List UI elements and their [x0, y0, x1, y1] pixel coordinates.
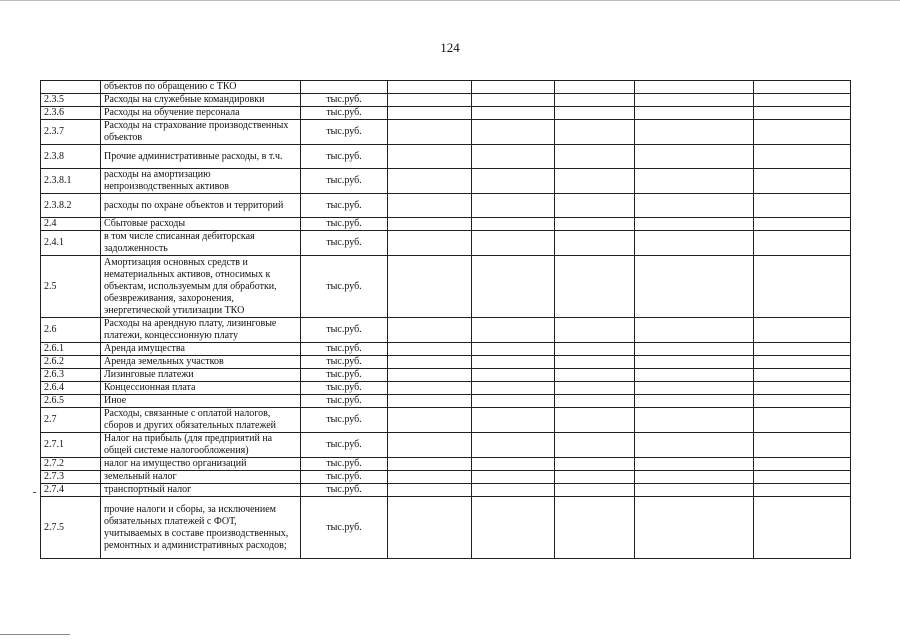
value-cell [388, 458, 472, 471]
value-cell [555, 81, 635, 94]
value-cell [388, 343, 472, 356]
value-cell [635, 382, 754, 395]
table-row [41, 369, 851, 382]
value-cell [472, 484, 555, 497]
value-cell [388, 218, 472, 231]
table-row [41, 107, 851, 120]
value-cell [555, 433, 635, 458]
value-cell [472, 458, 555, 471]
value-cell [472, 256, 555, 318]
value-cell [635, 408, 754, 433]
row-unit: тыс.руб. [301, 145, 388, 169]
value-cell [555, 231, 635, 256]
value-cell [388, 497, 472, 559]
value-cell [472, 497, 555, 559]
row-number: 2.3.5 [41, 94, 101, 107]
value-cell [472, 382, 555, 395]
row-name: Расходы, связанные с оплатой налогов, сборов и других обязательных платежей [101, 408, 301, 433]
table-row [41, 194, 851, 218]
row-name: земельный налог [101, 471, 301, 484]
row-unit: тыс.руб. [301, 256, 388, 318]
row-unit: тыс.руб. [301, 318, 388, 343]
value-cell [388, 94, 472, 107]
value-cell [555, 169, 635, 194]
value-cell [472, 408, 555, 433]
row-name: Иное [101, 395, 301, 408]
value-cell [635, 343, 754, 356]
row-name: Амортизация основных средств и нематериальных активов, относимых к объектам, используемым для обработки, обезвреживания, захоронения, энергетической утилизации ТКО [101, 256, 301, 318]
value-cell [555, 471, 635, 484]
value-cell [635, 497, 754, 559]
value-cell [388, 256, 472, 318]
table-row [41, 343, 851, 356]
value-cell [472, 94, 555, 107]
value-cell [635, 194, 754, 218]
value-cell [555, 408, 635, 433]
table-row [41, 382, 851, 395]
row-unit: тыс.руб. [301, 107, 388, 120]
value-cell [754, 369, 851, 382]
value-cell [472, 369, 555, 382]
value-cell [388, 120, 472, 145]
value-cell [754, 120, 851, 145]
value-cell [388, 231, 472, 256]
page-number: 124 [440, 40, 460, 55]
value-cell [388, 145, 472, 169]
table-row [41, 484, 851, 497]
value-cell [635, 256, 754, 318]
value-cell [388, 408, 472, 433]
row-name: Прочие административные расходы, в т.ч. [101, 145, 301, 169]
value-cell [635, 107, 754, 120]
row-unit [301, 81, 388, 94]
value-cell [635, 471, 754, 484]
value-cell [635, 169, 754, 194]
row-name: объектов по обращению с ТКО [101, 81, 301, 94]
row-number: 2.7.5 [41, 497, 101, 559]
value-cell [555, 318, 635, 343]
value-cell [635, 484, 754, 497]
row-unit: тыс.руб. [301, 218, 388, 231]
value-cell [388, 194, 472, 218]
value-cell [555, 145, 635, 169]
row-number: 2.7.3 [41, 471, 101, 484]
row-unit: тыс.руб. [301, 369, 388, 382]
value-cell [754, 194, 851, 218]
row-name: Расходы на обучение персонала [101, 107, 301, 120]
row-name: транспортный налог [101, 484, 301, 497]
value-cell [754, 484, 851, 497]
row-number: 2.3.6 [41, 107, 101, 120]
row-name: Концессионная плата [101, 382, 301, 395]
row-unit: тыс.руб. [301, 458, 388, 471]
value-cell [555, 107, 635, 120]
row-unit: тыс.руб. [301, 471, 388, 484]
margin-mark [33, 492, 36, 493]
row-name: прочие налоги и сборы, за исключением обязательных платежей с ФОТ, учитываемых в составе производственных, ремонтных и административных расходов; [101, 497, 301, 559]
row-unit: тыс.руб. [301, 484, 388, 497]
value-cell [388, 395, 472, 408]
row-name: расходы по охране объектов и территорий [101, 194, 301, 218]
value-cell [754, 107, 851, 120]
row-unit: тыс.руб. [301, 343, 388, 356]
value-cell [635, 369, 754, 382]
row-unit: тыс.руб. [301, 356, 388, 369]
value-cell [555, 484, 635, 497]
row-number: 2.7.1 [41, 433, 101, 458]
value-cell [472, 218, 555, 231]
row-number: 2.7.4 [41, 484, 101, 497]
row-number: 2.6.3 [41, 369, 101, 382]
value-cell [555, 369, 635, 382]
row-name: Аренда имущества [101, 343, 301, 356]
value-cell [472, 120, 555, 145]
row-unit: тыс.руб. [301, 408, 388, 433]
value-cell [388, 81, 472, 94]
table-row [41, 120, 851, 145]
row-unit: тыс.руб. [301, 497, 388, 559]
value-cell [754, 343, 851, 356]
table-row [41, 145, 851, 169]
row-name: расходы на амортизацию непроизводственных активов [101, 169, 301, 194]
value-cell [472, 81, 555, 94]
row-unit: тыс.руб. [301, 231, 388, 256]
row-number: 2.4.1 [41, 231, 101, 256]
table-row [41, 169, 851, 194]
row-unit: тыс.руб. [301, 94, 388, 107]
value-cell [754, 395, 851, 408]
table-row [41, 458, 851, 471]
value-cell [635, 231, 754, 256]
table-body [41, 81, 851, 559]
row-number: 2.3.8.1 [41, 169, 101, 194]
value-cell [555, 497, 635, 559]
value-cell [388, 356, 472, 369]
row-unit: тыс.руб. [301, 194, 388, 218]
row-name: налог на имущество организаций [101, 458, 301, 471]
value-cell [472, 145, 555, 169]
value-cell [754, 94, 851, 107]
row-number: 2.3.8.2 [41, 194, 101, 218]
row-unit: тыс.руб. [301, 382, 388, 395]
value-cell [555, 356, 635, 369]
table-row [41, 408, 851, 433]
row-name: Расходы на арендную плату, лизинговые платежи, концессионную плату [101, 318, 301, 343]
value-cell [472, 318, 555, 343]
value-cell [555, 94, 635, 107]
table-row [41, 356, 851, 369]
row-name: Лизинговые платежи [101, 369, 301, 382]
row-number: 2.3.8 [41, 145, 101, 169]
value-cell [754, 471, 851, 484]
row-number: 2.6.2 [41, 356, 101, 369]
row-number: 2.4 [41, 218, 101, 231]
value-cell [472, 356, 555, 369]
value-cell [555, 458, 635, 471]
row-number: 2.6.1 [41, 343, 101, 356]
value-cell [555, 194, 635, 218]
row-name: Налог на прибыль (для предприятий на общей системе налогообложения) [101, 433, 301, 458]
value-cell [635, 81, 754, 94]
value-cell [555, 218, 635, 231]
value-cell [754, 231, 851, 256]
value-cell [388, 107, 472, 120]
expense-table [40, 80, 851, 559]
value-cell [472, 169, 555, 194]
value-cell [472, 395, 555, 408]
value-cell [754, 81, 851, 94]
row-unit: тыс.руб. [301, 395, 388, 408]
value-cell [388, 433, 472, 458]
value-cell [754, 356, 851, 369]
row-number: 2.7 [41, 408, 101, 433]
table-row [41, 231, 851, 256]
value-cell [754, 497, 851, 559]
value-cell [754, 408, 851, 433]
value-cell [388, 382, 472, 395]
value-cell [472, 107, 555, 120]
value-cell [754, 382, 851, 395]
table-row [41, 318, 851, 343]
table-row [41, 471, 851, 484]
value-cell [555, 382, 635, 395]
value-cell [555, 395, 635, 408]
value-cell [635, 433, 754, 458]
value-cell [635, 458, 754, 471]
row-name: Сбытовые расходы [101, 218, 301, 231]
value-cell [754, 256, 851, 318]
row-unit: тыс.руб. [301, 169, 388, 194]
table-row [41, 433, 851, 458]
value-cell [635, 356, 754, 369]
value-cell [754, 433, 851, 458]
value-cell [555, 343, 635, 356]
value-cell [635, 145, 754, 169]
value-cell [472, 343, 555, 356]
value-cell [555, 256, 635, 318]
value-cell [388, 484, 472, 497]
value-cell [472, 194, 555, 218]
row-number [41, 81, 101, 94]
value-cell [635, 318, 754, 343]
value-cell [472, 433, 555, 458]
table-row [41, 94, 851, 107]
top-border-line [0, 0, 900, 1]
value-cell [754, 458, 851, 471]
value-cell [472, 231, 555, 256]
table-row [41, 395, 851, 408]
row-number: 2.6 [41, 318, 101, 343]
row-name: в том числе списанная дебиторская задолженность [101, 231, 301, 256]
value-cell [635, 120, 754, 145]
row-name: Расходы на служебные командировки [101, 94, 301, 107]
table-row [41, 81, 851, 94]
row-number: 2.3.7 [41, 120, 101, 145]
row-number: 2.6.5 [41, 395, 101, 408]
value-cell [754, 169, 851, 194]
row-number: 2.7.2 [41, 458, 101, 471]
value-cell [555, 120, 635, 145]
row-unit: тыс.руб. [301, 433, 388, 458]
value-cell [472, 471, 555, 484]
table-row [41, 256, 851, 318]
value-cell [754, 318, 851, 343]
table-row [41, 497, 851, 559]
table-row [41, 218, 851, 231]
row-name: Аренда земельных участков [101, 356, 301, 369]
bottom-scan-line [0, 634, 70, 635]
value-cell [754, 218, 851, 231]
value-cell [388, 369, 472, 382]
value-cell [388, 471, 472, 484]
row-number: 2.6.4 [41, 382, 101, 395]
value-cell [754, 145, 851, 169]
row-number: 2.5 [41, 256, 101, 318]
value-cell [388, 169, 472, 194]
value-cell [635, 395, 754, 408]
value-cell [388, 318, 472, 343]
row-unit: тыс.руб. [301, 120, 388, 145]
value-cell [635, 218, 754, 231]
row-name: Расходы на страхование производственных объектов [101, 120, 301, 145]
value-cell [635, 94, 754, 107]
